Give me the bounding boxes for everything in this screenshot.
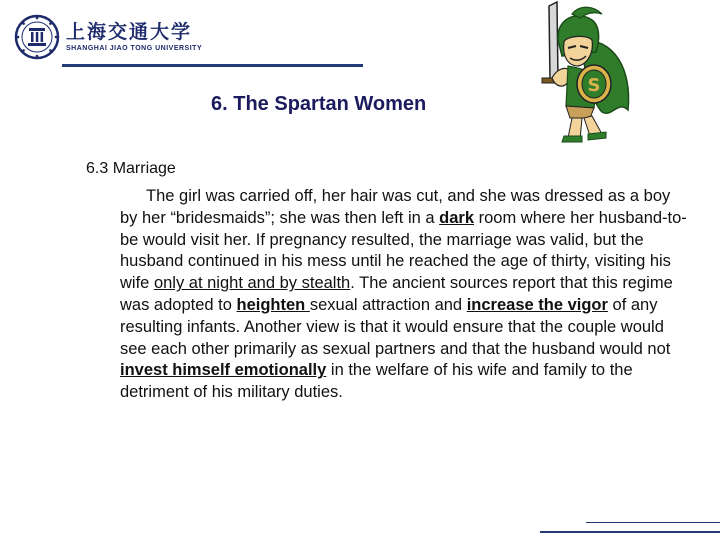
body-text-3: . The ancient sources report that this regime was adopted to xyxy=(120,274,673,314)
slide-title: 6. The Spartan Women xyxy=(211,93,427,115)
footer-rule xyxy=(540,531,720,533)
spartan-warrior-icon xyxy=(520,0,638,145)
body-text-1: The girl was carried off, her hair was cut, and she was dressed as a boy by her “bridesmaids”; she was then left in a xyxy=(120,187,671,227)
body-paragraph xyxy=(120,186,692,404)
body-text-2: room where her husband-to-be would visit her. If pregnancy resulted, the marriage was valid, but the husband continued in his mess until he reached the age of thirty, visiting his wife xyxy=(120,208,687,293)
footer-rule-thin xyxy=(586,522,720,523)
university-seal-icon xyxy=(14,14,60,60)
emphasis-heighten: heighten xyxy=(236,295,310,314)
emphasis-dark: dark xyxy=(439,208,475,227)
svg-text:S: S xyxy=(587,75,601,96)
body-text-4: sexual attraction and xyxy=(309,295,467,314)
section-heading: 6.3 Marriage xyxy=(86,160,176,177)
emphasis-invest-himself-emotionally: invest himself emotionally xyxy=(120,361,327,380)
underline-only-at-night: only at night and by stealth xyxy=(153,274,351,293)
university-logo xyxy=(14,14,203,60)
body-text-6: in the welfare of his wife and family to the detriment of his military duties. xyxy=(120,361,633,402)
emphasis-increase-the-vigor: increase the vigor xyxy=(466,295,608,314)
logo-chinese-name: 上海交通大学 xyxy=(66,21,193,43)
body-text-5: of any resulting infants. Another view is that it would ensure that the couple would see each other primarily as sexual partners and that the husband would not xyxy=(120,295,671,358)
title-underline xyxy=(62,64,363,67)
logo-english-name: SHANGHAI JIAO TONG UNIVERSITY xyxy=(66,45,203,52)
